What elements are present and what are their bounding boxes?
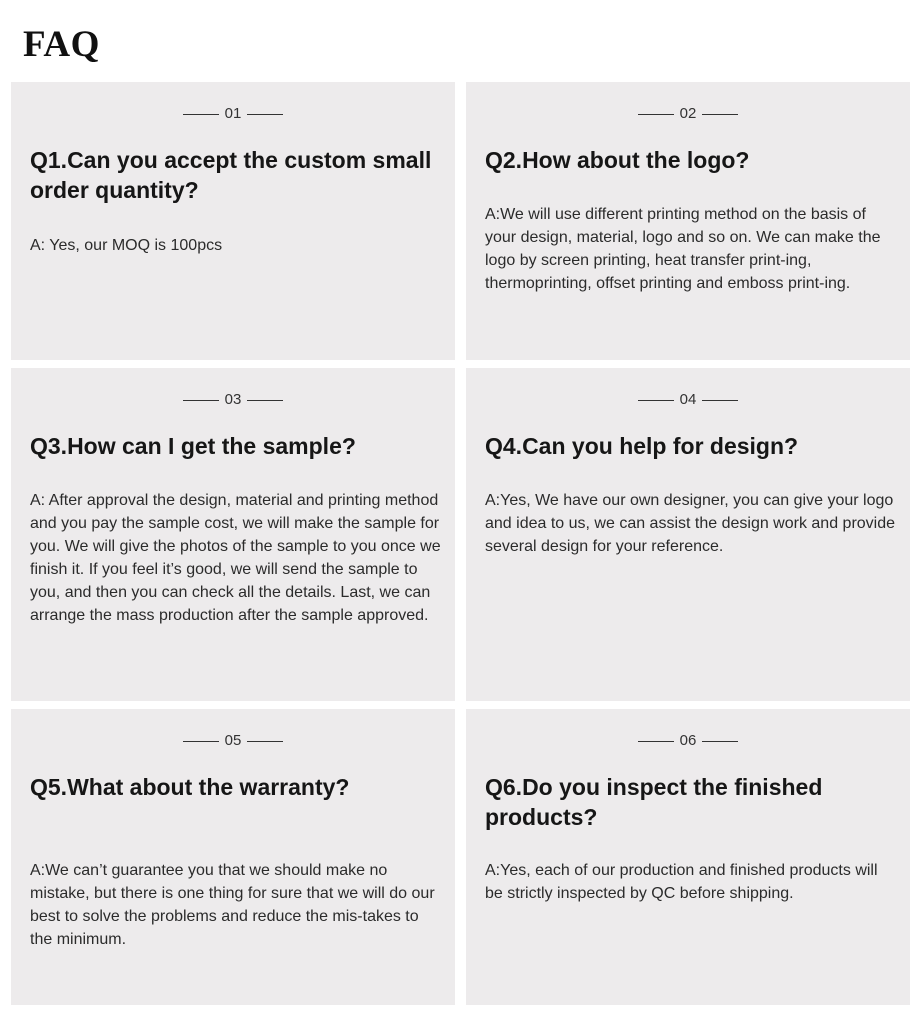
divider	[638, 741, 674, 742]
faq-number-5	[11, 731, 455, 751]
divider	[183, 741, 219, 742]
faq-answer-1: A: Yes, our MOQ is 100pcs	[30, 237, 223, 254]
faq-answer-5: A:We can’t guarantee you that we should make no mistake, but there is one thing for sure that we will do our best to solve the problems and reduce the mis-takes to the minimum.	[30, 862, 435, 948]
faq-number-label: 06	[679, 732, 697, 749]
faq-card-4	[466, 368, 910, 701]
faq-number-4	[466, 390, 910, 410]
faq-card-3	[11, 368, 455, 701]
faq-number-2	[466, 104, 910, 124]
divider	[702, 741, 738, 742]
faq-question-1: Q1.Can you accept the custom small order quantity?	[30, 147, 432, 203]
faq-number-label: 02	[679, 105, 697, 122]
divider	[247, 741, 283, 742]
divider	[702, 114, 738, 115]
faq-number-label: 03	[224, 391, 242, 408]
faq-question-2: Q2.How about the logo?	[485, 147, 750, 173]
faq-answer-2: A:We will use different printing method on the basis of your design, material, logo and so on. We can make the logo by screen printing, heat transfer print-ing, thermoprinting, offset printing and emboss print-ing.	[485, 206, 881, 292]
faq-answer-3: A: After approval the design, material and printing method and you pay the sample cost, we will make the sample for you. We will give the photos of the sample to you once we finish it. If you feel it’s good, we will send the sample to you, and then you can check all the details. Last, we can arrange the mass production after the sample approved.	[30, 492, 441, 624]
faq-answer-6: A:Yes, each of our production and finished products will be strictly inspected by QC before shipping.	[485, 862, 878, 902]
faq-card-6	[466, 709, 910, 1005]
faq-number-6	[466, 731, 910, 751]
faq-number-3	[11, 390, 455, 410]
faq-card-5	[11, 709, 455, 1005]
divider	[183, 400, 219, 401]
faq-number-label: 04	[679, 391, 697, 408]
faq-number-1	[11, 104, 455, 124]
faq-question-4: Q4.Can you help for design?	[485, 433, 799, 459]
divider	[183, 114, 219, 115]
faq-question-6: Q6.Do you inspect the finished products?	[485, 774, 823, 830]
faq-number-label: 05	[224, 732, 242, 749]
faq-question-5: Q5.What about the warranty?	[30, 774, 350, 800]
divider	[702, 400, 738, 401]
page-title: FAQ	[23, 24, 100, 65]
faq-number-label: 01	[224, 105, 242, 122]
faq-question-3: Q3.How can I get the sample?	[30, 433, 356, 459]
divider	[247, 114, 283, 115]
divider	[247, 400, 283, 401]
divider	[638, 400, 674, 401]
divider	[638, 114, 674, 115]
faq-card-1	[11, 82, 455, 360]
faq-card-2	[466, 82, 910, 360]
faq-answer-4: A:Yes, We have our own designer, you can give your logo and idea to us, we can assist the design work and provide several design for your reference.	[485, 492, 896, 555]
